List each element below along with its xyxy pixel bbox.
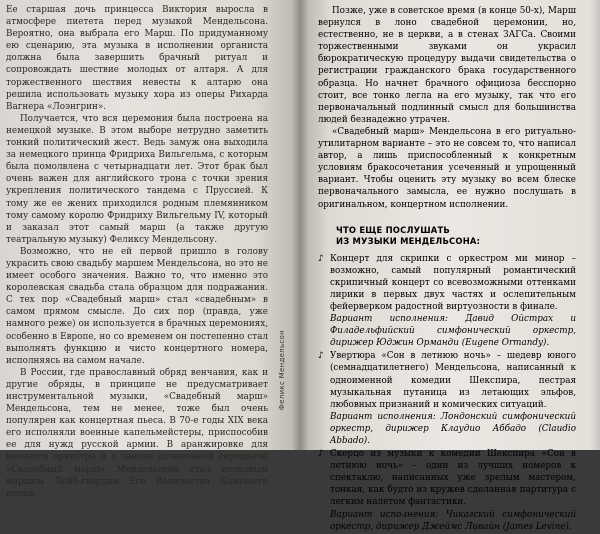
book-gutter	[292, 0, 308, 450]
running-head: Феликс Мендельсон	[278, 330, 286, 411]
section-heading-line: ИЗ МУЗЫКИ МЕНДЕЛЬСОНА:	[336, 235, 481, 246]
list-item	[318, 448, 576, 508]
paragraph: «Свадебный марш» Мендельсона в его ритуально-утилитарном варианте – это не совсем то, что написал автор, а лишь приспособленный к конкретным условиям бракосочетания усеченный и упрощенный вариант. Чтобы оценить эту музыку во всем блеске первоначального замысла, ее нужно послушать в оригинальном, концертном исполнении.	[318, 126, 576, 210]
section-heading-line: ЧТО ЕЩЕ ПОСЛУШАТЬ	[336, 224, 450, 235]
music-note-icon: ♪	[318, 449, 324, 460]
recording-variant: Вариант исполнения: Лондонский симфонический оркестр, дирижер Клаудио Аббадо (Claudio Abbado).	[330, 411, 576, 446]
paragraph: Возможно, что не ей первой пришло в голову украсить свою свадьбу маршем Мендельсона, но это не имеет особого значения. Важно то, что именно это королевская свадьба стала образцом для подражания. С тех пор «Свадебный марш» стал «свадебным» в самом прямом смысле. До сих пор (правда, уже намного реже) он используется в брачных церемониях, особенно в Европе, но со временем он постепенно стал выполнять функцию и чисто концертного номера, исполняясь на самом начале.	[6, 246, 268, 366]
recording-variant: Вариант исполнения: Давид Ойстрах и Филадельфийский симфонический оркестр, дирижер Юджин Орманди (Eugene Ormandy).	[330, 314, 576, 349]
paragraph: Позже, уже в советское время (в конце 50-х), Марш вернулся в лоно свадебной церемонии, но, естественно, не в церкви, а в стенах ЗАГСа. Своими торжественными звуками он украсил бюрократическую процедуру выдачи свидетельства о регистрации гражданского брака государственного образца. Но начнет брачного официоза бесспорно стоит, все тонко легла на его музыку, так что его первоначальный подлинный смысл для большинства людей безнадежно утрачен.	[318, 6, 576, 125]
paragraph: Получается, что вся церемония была построена на немецкой музыке. В этом выборе нетрудно заметить тонкий политический жест. Ведь замуж она выходила за немецкого принца Фридриха Вильгельма, с которым была помолвлена с четырнадцати лет. Этот брак был очень важен для английского трона с точки зрения укрепления политического тандема с Пруссией. К тому же ее жених приходился родным племянником тому самому королю Фридриху Вильгельму IV, который и заказал этот самый марш (а также другую театральную музыку) Феликсу Мендельсону.	[6, 113, 268, 245]
left-page-text	[6, 4, 268, 500]
music-note-icon: ♪	[318, 253, 324, 264]
recording-variant: Вариант исполнения: Чикагский симфонический оркестр, дирижер Джеймс Ливайн (James Levine).	[330, 509, 576, 532]
section-heading	[336, 225, 576, 247]
music-note-icon: ♪	[318, 351, 324, 362]
paragraph: В России, где православный обряд венчания, как и другие обряды, в принципе не предусматривает инструментальной музыки, «Свадебный марш» Мендельсона, тем не менее, тоже был очень популярен как концертная пьеса. В 70-е годы XIX века его исполняли военные капельмейстеры, приспособив ее для нужд русской армии. В аранжировке для военного оркестра и с заново сочиненной серединой «Свадебный марш» Мендельсона стал полковым маршем Лейб-гвардии Его Величества Казачьего полка.	[6, 367, 268, 499]
list-item	[318, 350, 576, 410]
list-item-text: Скерцо из музыки к комедии Шекспира «Сон в летнюю ночь» – один из лучших номеров к спектаклю, написанных уже зрелым мастером, тонкая, как будто из кружев сделанная партитура с легким налетом фантастики.	[330, 449, 576, 508]
right-page-text	[318, 5, 576, 534]
page-edge-shadow	[590, 0, 600, 450]
list-item-text: Концерт для скрипки с оркестром ми минор – возможно, самый популярный романтический скрипичный концерт со всевозможными оттенками лирики в первых двух частях и ослепительным фейерверком радостной виртуозности в финале.	[330, 253, 576, 312]
list-item	[318, 253, 576, 313]
left-page	[0, 0, 300, 499]
list-item-text: Увертюра «Сон в летнюю ночь» – шедевр юного (семнадцатилетнего) Мендельсона, написанный к одноименной комедии Шекспира, пестрая музыкальная путаница из летающих эльфов, любовных признаний и комических ситуаций.	[330, 351, 576, 410]
paragraph: Ее старшая дочь принцесса Виктория выросла в атмосфере пиетета перед музыкой Мендельсона. Вероятно, она выбрала его Марш. По придуманному ею сценарию, эта музыка в исполнении органиста должна была завершить брачный ритуал и сопровождать шествие молодых от алтаря. А для торжественного шествия невесты к алтарю она решила использовать музыку хора из оперы Рихарда Вагнера «Лоэнгрин».	[6, 5, 268, 112]
